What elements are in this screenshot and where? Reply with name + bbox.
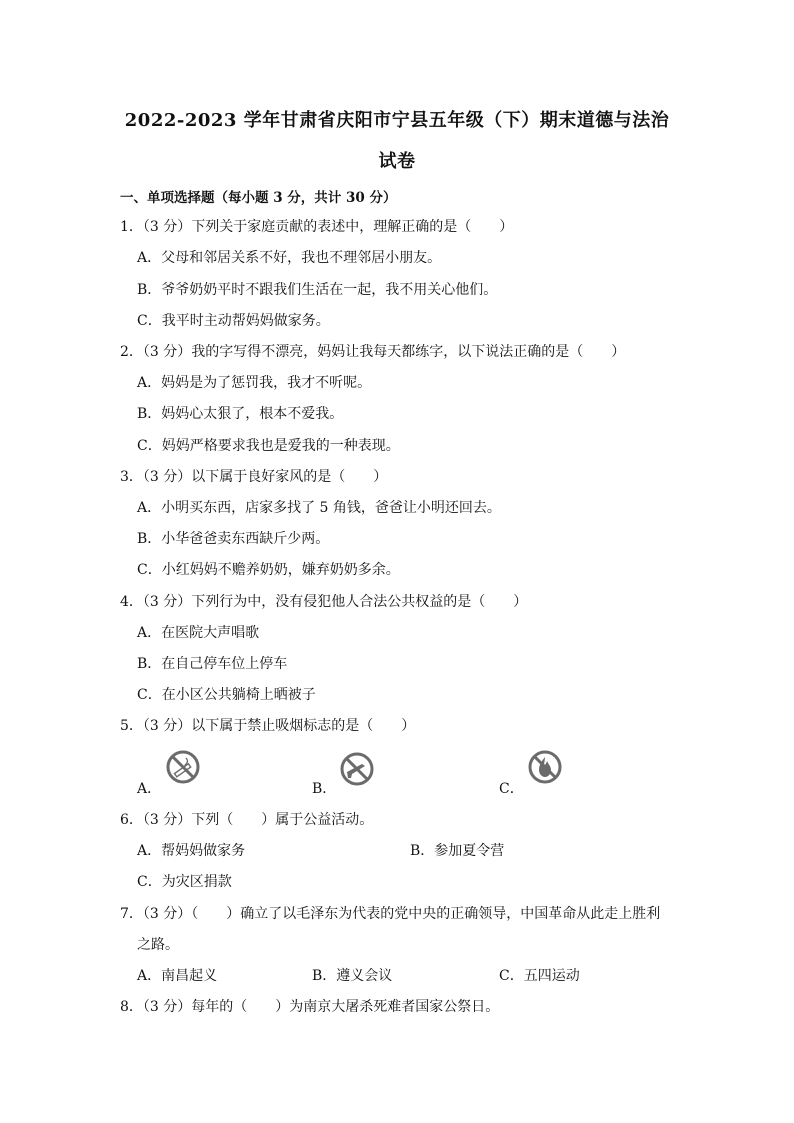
question-6-stem: 6．（3 分）下列（ ）属于公益活动。 [120,812,374,828]
question-2-option-a: A．妈妈是为了惩罚我，我才不听呢。 [137,375,372,391]
question-5-option-a: A． [137,781,162,797]
no-gun-sign-icon [340,752,374,786]
question-7-stem-line2: 之路。 [137,937,179,953]
question-2-option-c: C．妈妈严格要求我也是爱我的一种表现。 [137,438,400,454]
question-1-stem: 1．（3 分）下列关于家庭贡献的表述中，理解正确的是（ ） [120,219,514,235]
no-fire-sign-icon [528,750,562,784]
question-5-stem: 5．（3 分）以下属于禁止吸烟标志的是（ ） [120,718,416,734]
question-3-stem: 3．（3 分）以下属于良好家风的是（ ） [120,469,388,485]
question-4-option-a: A．在医院大声唱歌 [137,625,260,641]
question-7-option-c: C．五四运动 [499,968,580,984]
question-2-option-b: B．妈妈心太狠了，根本不爱我。 [137,406,344,422]
question-6-option-b: B．参加夏令营 [410,843,505,859]
question-4-option-b: B．在自己停车位上停车 [137,656,288,672]
question-3-option-c: C．小红妈妈不赡养奶奶，嫌弃奶奶多余。 [137,562,400,578]
no-smoking-sign-icon [166,750,200,784]
question-6-option-c: C．为灾区捐款 [137,874,232,890]
question-4-option-c: C．在小区公共躺椅上晒被子 [137,687,316,703]
question-6-option-a: A．帮妈妈做家务 [137,843,246,859]
question-1-option-a: A．父母和邻居关系不好，我也不理邻居小朋友。 [137,250,442,266]
exam-title-line2: 试卷 [378,151,416,172]
question-7-option-a: A．南昌起义 [137,968,218,984]
question-3-option-b: B．小华爸爸卖东西缺斤少两。 [137,531,330,547]
question-1-option-b: B．爷爷奶奶平时不跟我们生活在一起，我不用关心他们。 [137,282,498,298]
question-1-option-c: C．我平时主动帮妈妈做家务。 [137,313,330,329]
question-5-option-c: C． [499,781,524,797]
section-heading: 一、单项选择题（每小题 3 分，共计 30 分） [120,190,397,206]
question-8-stem: 8．（3 分）每年的（ ）为南京大屠杀死难者国家公祭日。 [120,999,500,1015]
question-7-stem-line1: 7．（3 分）（ ）确立了以毛泽东为代表的党中央的正确领导，中国革命从此走上胜利 [120,906,661,922]
question-2-stem: 2．（3 分）我的字写得不漂亮，妈妈让我每天都练字，以下说法正确的是（ ） [120,344,626,360]
question-5-option-b: B． [312,781,337,797]
exam-title-line1: 2022-2023 学年甘肃省庆阳市宁县五年级（下）期末道德与法治 [124,110,670,131]
question-3-option-a: A．小明买东西，店家多找了 5 角钱，爸爸让小明还回去。 [137,500,501,516]
question-4-stem: 4．（3 分）下列行为中，没有侵犯他人合法公共权益的是（ ） [120,594,528,610]
question-7-option-b: B．遵义会议 [312,968,393,984]
